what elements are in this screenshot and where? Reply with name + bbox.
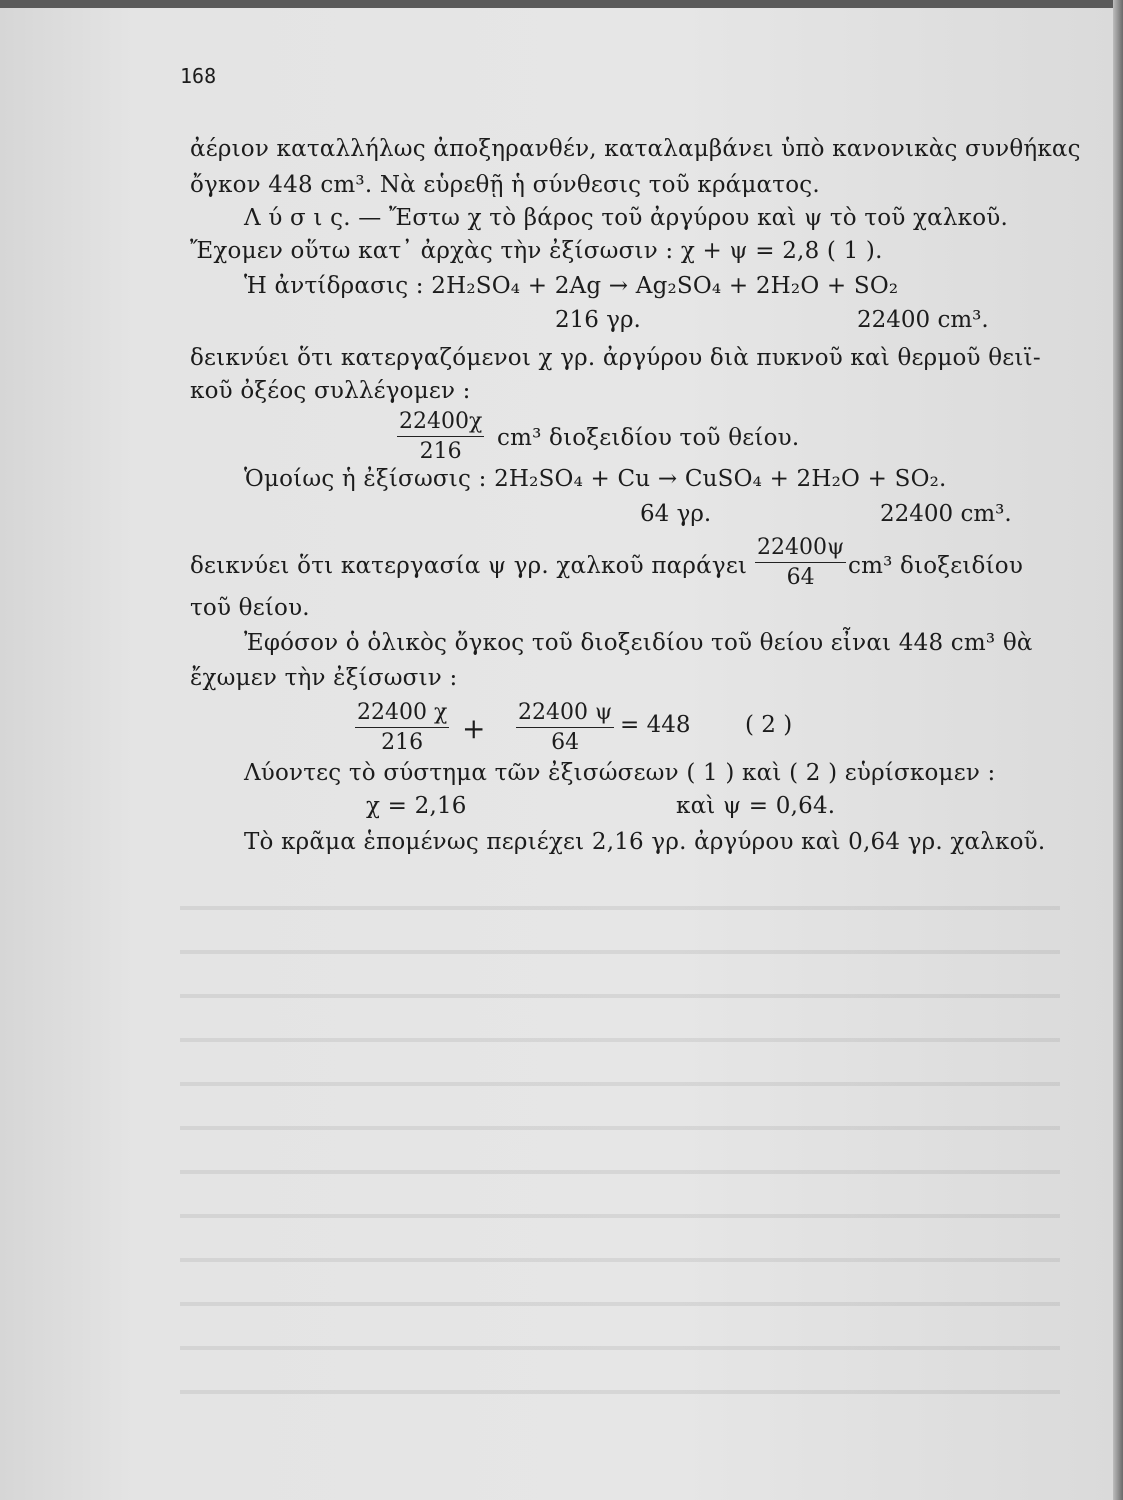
page-right-edge [1113,0,1123,1500]
page-number: 168 [180,64,217,88]
text-line: ἔχωμεν τὴν ἐξίσωσιν : [190,665,458,691]
fraction-denominator: 64 [786,565,815,590]
text-line: cm³ διοξειδίου [848,553,1024,579]
fraction-numerator: 22400χ [397,409,484,437]
equation-2-label: ( 2 ) [745,712,793,738]
fraction-denominator: 216 [381,730,424,755]
text-line: τοῦ θείου. [190,595,310,621]
solution-heading-line: Λ ύ σ ι ς. — Ἔστω χ τὸ βάρος τοῦ ἀργύρου καὶ ψ τὸ τοῦ χαλκοῦ. [244,205,1008,231]
fraction-silver-volume [397,409,484,464]
conclusion-line: Τὸ κρᾶμα ἑπομένως περιέχει 2,16 γρ. ἀργύρου καὶ 0,64 γρ. χαλκοῦ. [244,829,1046,855]
reaction-copper: Ὁμοίως ἡ ἐξίσωσις : 2H₂SO₄ + Cu → CuSO₄ + 2H₂O + SO₂. [244,466,947,492]
equation-2-rhs: = 448 [620,712,691,738]
text-line: ὄγκον 448 cm³. Νὰ εὑρεθῇ ἡ σύνθεσις τοῦ κράματος. [190,172,820,198]
page-top-edge [0,0,1123,8]
fraction-numerator: 22400 ψ [516,700,614,728]
plus-sign: + [462,712,486,745]
silver-mass-label: 216 γρ. [555,307,641,333]
copper-mass-label: 64 γρ. [640,501,712,527]
result-silver: χ = 2,16 [366,793,467,819]
equation-2-term-a [355,700,449,755]
text-line: Ἐφόσον ὁ ὁλικὸς ὄγκος τοῦ διοξειδίου τοῦ θείου εἶναι 448 cm³ θὰ [244,630,1033,656]
fraction-denominator: 64 [551,730,580,755]
equation-2-term-b [516,700,614,755]
fraction-copper-volume [755,535,846,590]
so2-volume-label-1: 22400 cm³. [857,307,989,333]
result-copper: καὶ ψ = 0,64. [676,793,836,819]
reaction-silver: Ἡ ἀντίδρασις : 2H₂SO₄ + 2Ag → Ag₂SO₄ + 2H₂O + SO₂ [244,273,899,299]
fraction-numerator: 22400 χ [355,700,449,728]
text-line: cm³ διοξειδίου τοῦ θείου. [497,425,800,451]
fraction-numerator: 22400ψ [755,535,846,563]
so2-volume-label-2: 22400 cm³. [880,501,1012,527]
text-line: δεικνύει ὅτι κατεργασία ψ γρ. χαλκοῦ παράγει [190,553,748,579]
fraction-denominator: 216 [419,439,462,464]
text-line: ἀέριον καταλλήλως ἀποξηρανθέν, καταλαμβάνει ὑπὸ κανονικὰς συνθήκας [190,136,1081,162]
bleed-through-text [180,880,1060,1400]
equation-1-line: Ἔχομεν οὕτω κατ᾿ ἀρχὰς τὴν ἐξίσωσιν : χ + ψ = 2,8 ( 1 ). [190,238,883,264]
text-line: Λύοντες τὸ σύστημα τῶν ἐξισώσεων ( 1 ) καὶ ( 2 ) εὑρίσκομεν : [244,760,996,786]
text-line: δεικνύει ὅτι κατεργαζόμενοι χ γρ. ἀργύρου διὰ πυκνοῦ καὶ θερμοῦ θειϊ- [190,345,1041,371]
text-line: κοῦ ὀξέος συλλέγομεν : [190,378,471,404]
